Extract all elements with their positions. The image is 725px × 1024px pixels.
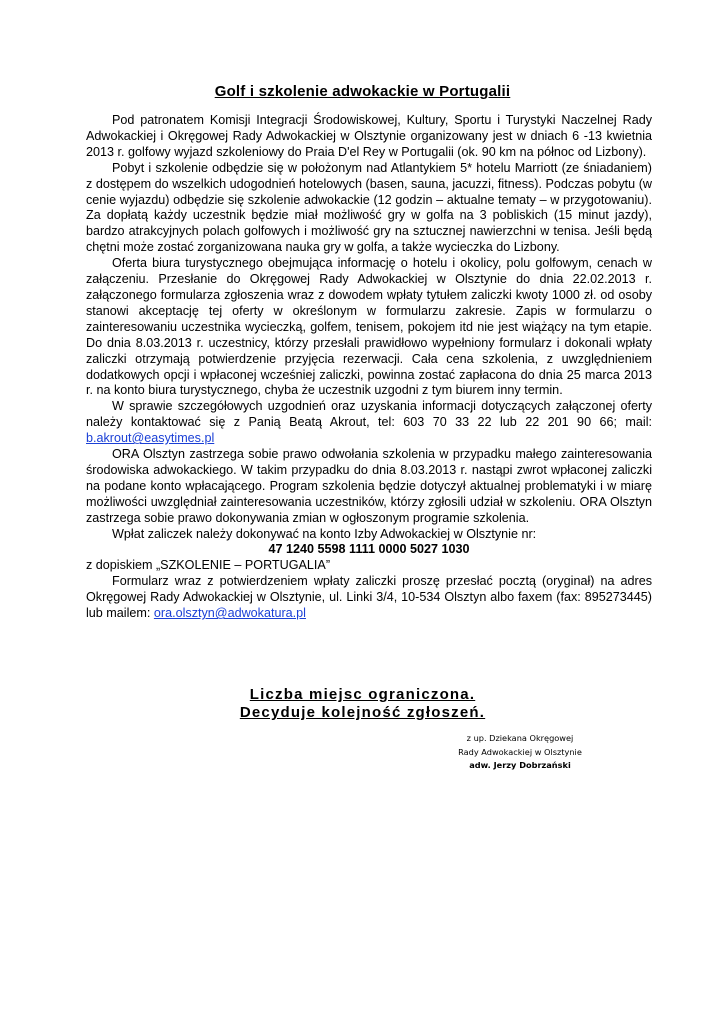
paragraph-patronage: Pod patronatem Komisji Integracji Środowiskowej, Kultury, Sportu i Turystyki Naczelnej Rady Adwokackiej i Okręgowej Rady Adwokackiej w Olsztynie organizowany jest w dniach 6 -13 kwietnia 2013 r. golfowy wyjazd szkoleniowy do Praia D'el Rey w Portugalii (ok. 90 km na północ od Lizbony). [86,113,652,159]
document-body [86,113,652,622]
page-title: Golf i szkolenie adwokackie w Portugalii [214,83,511,100]
paragraph-contact [86,399,652,447]
signature-line-2: Rady Adwokackiej w Olsztynie [458,746,582,757]
ora-email-link[interactable]: ora.olsztyn@adwokatura.pl [153,606,306,621]
paragraph-hotel: Pobyt i szkolenie odbędzie się w położonym nad Atlantykiem 5* hotelu Marriott (ze śniadaniem) z dostępem do wszelkich udogodnień hotelowych (basen, sauna, jacuzzi, fitness). Podczas pobytu (w cenie wyjazdu) odbędzie się szkolenie adwokackie (12 godzin – aktualne tematy – w przygotowaniu). Za dopłatą każdy uczestnik będzie miał możliwość gry w golfa na 3 pobliskich (15 minut jazdy), bardzo atrakcyjnych polach golfowych i możliwość gry na sztucznej nawierzchni w tenisa. Jeśli będą chętni może zostać zorganizowana nauka gry w golfa, a także wycieczka do Lizbony. [86,160,652,255]
paragraph-payment: Wpłat zaliczek należy dokonywać na konto Izby Adwokackiej w Olsztynie nr: [112,526,537,541]
signature-name: adw. Jerzy Dobrzański [469,760,571,770]
contact-email-link[interactable]: b.akrout@easytimes.pl [86,431,215,446]
final-notice-line-2: Decyduje kolejność zgłoszeń. [239,704,486,721]
paragraph-note: z dopiskiem „SZKOLENIE – PORTUGALIA” [86,558,331,573]
paragraph-cancellation: ORA Olsztyn zastrzega sobie prawo odwołania szkolenia w przypadku małego zainteresowania środowiska adwokackiego. W takim przypadku do dnia 8.03.2013 r. nastąpi zwrot wpłaconej zaliczki na podane konto wpłacającego. Program szkolenia będzie dotyczył aktualnej problematyki i w miarę możliwości uwzględniał zainteresowania uczestników, którzy zgłosili udział w szkoleniu. ORA Olsztyn zastrzega sobie prawo dokonywania zmian w ogłoszonym programie szkolenia. [86,447,652,525]
signature-line-1: z up. Dziekana Okręgowej [466,733,574,743]
signature-block [420,732,620,773]
form-text: Formularz wraz z potwierdzeniem wpłaty zaliczki proszę przesłać pocztą (oryginał) na adres Okręgowej Rady Adwokackiej w Olsztynie, ul. Linki 3/4, 10-534 Olsztyn albo faxem (fax: 895273445) lub mailem: [86,574,652,621]
contact-text: W sprawie szczegółowych uzgodnień oraz uzyskania informacji dotyczących załączonej oferty należy kontaktować się z Panią Beatą Akrout, tel: 603 70 33 22 lub 22 201 90 66; mail: [86,399,652,430]
paragraph-offer: Oferta biura turystycznego obejmująca informację o hotelu i okolicy, polu golfowym, cenach w załączeniu. Przesłanie do Okręgowej Rady Adwokackiej w Olsztynie do dnia 22.02.2013 r. załączonego formularza zgłoszenia wraz z dowodem wpłaty tytułem zaliczki kwoty 1000 zł. od osoby stanowi akceptację tej oferty w określonym w formularzu zakresie. Zapis w formularzu o zainteresowaniu uczestnika wycieczką, golfem, tenisem, pokojem itd nie jest wiążący na tym etapie. Do dnia 8.03.2013 r. uczestnicy, którzy przesłali prawidłowo wypełniony formularz i dokonali wpłaty zaliczki otrzymają potwierdzenie przyjęcia rezerwacji. Cała cena szkolenia, z uwzględnieniem dodatkowych opcji i wpłaconej wcześniej zaliczki, powinna zostać zapłacona do dnia 25 marca 2013 r. na konto biura turystycznego, chyba że uczestnik uzgodni z tym biurem inny termin. [86,256,652,398]
account-number: 47 1240 5598 1111 0000 5027 1030 [268,542,470,557]
final-notice-line-1: Liczba miejsc ograniczona. [249,686,476,703]
paragraph-form [86,574,652,622]
final-notice [0,686,725,722]
